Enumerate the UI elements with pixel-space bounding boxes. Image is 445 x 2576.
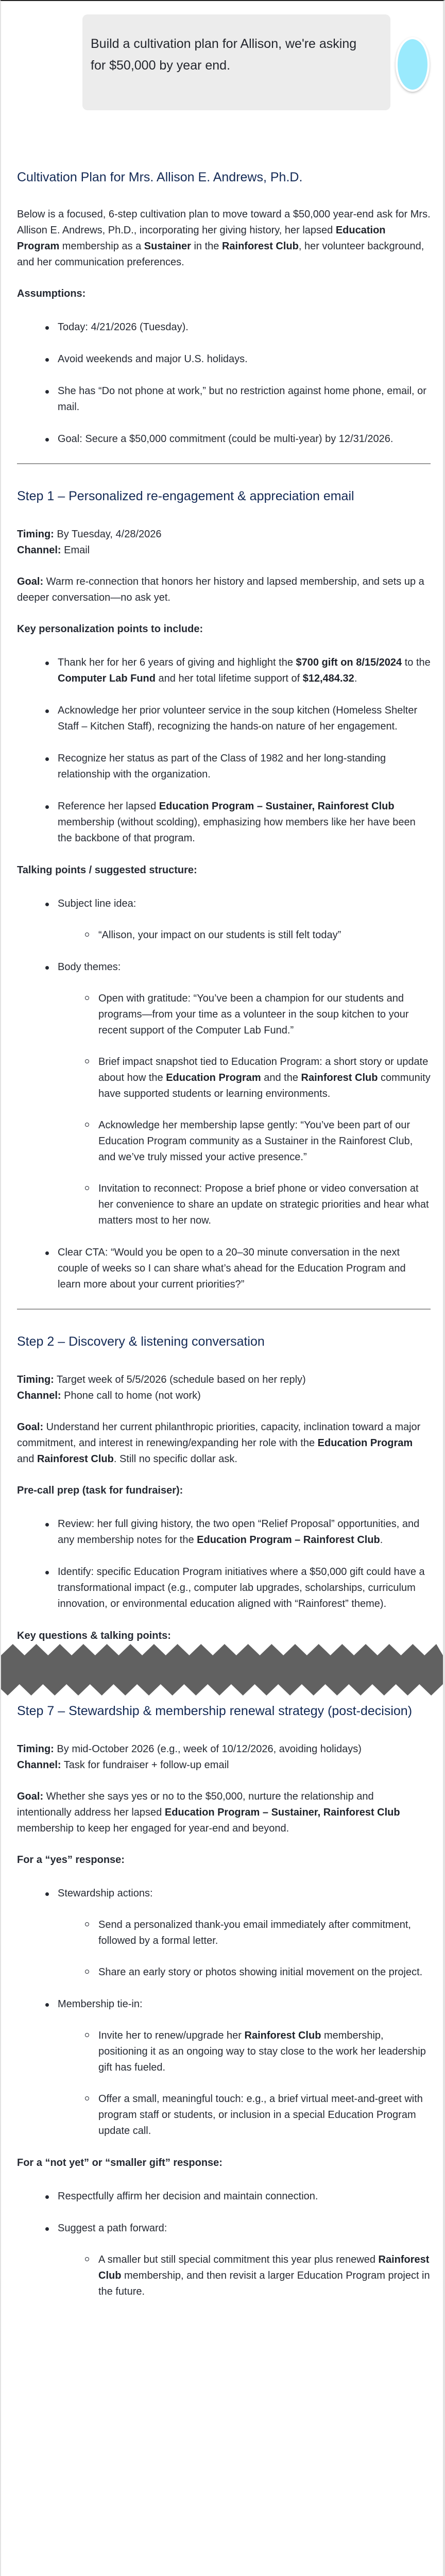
step-7-meta	[17, 1741, 431, 1773]
goal-line	[17, 1789, 431, 1837]
text: Review: her full giving history, the two open “Relief Proposal” opportunities, and any membership notes for the	[58, 1518, 420, 1546]
path-forward-sublist	[58, 2252, 431, 2300]
precall-heading: Pre-call prep (task for fundraiser):	[17, 1485, 183, 1496]
talking-points-heading: Talking points / suggested structure:	[17, 865, 197, 876]
plan-title: Cultivation Plan for Mrs. Allison E. Andrews, Ph.D.	[17, 170, 303, 184]
text: and the	[261, 1072, 301, 1083]
list-item: She has “Do not phone at work,” but no restriction against home phone, email, or mail.	[58, 383, 431, 415]
stewardship-label: Stewardship actions:	[58, 1888, 153, 1899]
user-message-text: Build a cultivation plan for Allison, we're asking for $50,000 by year end.	[91, 37, 357, 73]
list-item	[98, 1054, 431, 1102]
not-yet-response-list	[17, 2189, 431, 2300]
assumptions-list	[17, 319, 431, 447]
timing-label: Timing:	[17, 1374, 54, 1385]
channel-line	[17, 1388, 431, 1404]
list-item: Goal: Secure a $50,000 commitment (could be multi-year) by 12/31/2026.	[58, 431, 431, 447]
list-item	[98, 2252, 431, 2300]
list-item	[98, 2028, 431, 2076]
bold-text: Education Program	[17, 225, 386, 252]
text: Whether she says yes or no to the $50,000, nurture the relationship and intentionally address her lapsed	[17, 1791, 374, 1818]
body-themes-sublist	[58, 991, 431, 1229]
text: membership as a	[59, 241, 144, 252]
list-item: Share an early story or photos showing initial movement on the project.	[98, 1964, 431, 1980]
list-item: Avoid weekends and major U.S. holidays.	[58, 351, 431, 367]
key-points-heading: Key personalization points to include:	[17, 623, 203, 635]
list-item: Send a personalized thank-you email immediately after commitment, followed by a formal letter.	[98, 1917, 431, 1949]
channel-value: Email	[61, 545, 90, 556]
text: Invite her to renew/upgrade her	[98, 2030, 245, 2041]
list-item: Clear CTA: “Would you be open to a 20–30 minute conversation in the next couple of weeks so I can share what’s ahead for the Education Program and learn more about your current priorities?”	[58, 1245, 431, 1293]
section-divider	[17, 463, 431, 464]
text: membership, positioning it as an ongoing way to stay close to the work her leadership gift has fueled.	[98, 2030, 426, 2073]
assumptions-heading: Assumptions:	[17, 288, 86, 299]
text: . Still no specific dollar ask.	[113, 1453, 237, 1465]
subject-sublist	[58, 927, 431, 943]
channel-label: Channel:	[17, 1759, 61, 1771]
channel-value: Phone call to home (not work)	[61, 1390, 201, 1401]
text: Brief impact snapshot tied to Education Program: a short story or update about how the	[98, 1056, 429, 1083]
section-divider	[17, 1309, 431, 1310]
list-item: Recognize her status as part of the Class of 1982 and her long-standing relationship with the organization.	[58, 751, 431, 783]
list-item	[58, 2221, 431, 2300]
text: membership (without scolding), emphasizing how members like her have been the backbone of that program.	[58, 817, 416, 844]
text: , her volunteer background, and her communication preferences.	[17, 241, 424, 268]
list-item	[58, 896, 431, 943]
timing-line	[17, 1372, 431, 1388]
bold-text: $12,484.32	[302, 673, 354, 684]
channel-label: Channel:	[17, 1390, 61, 1401]
bold-text: Rainforest Club	[244, 2030, 321, 2041]
key-questions-heading: Key questions & talking points:	[17, 1630, 171, 1641]
bold-text: Education Program	[166, 1072, 261, 1083]
text: Thank her for her 6 years of giving and highlight the	[58, 657, 296, 668]
user-message-row	[1, 1, 443, 120]
list-item: Offer a small, meaningful touch: e.g., a brief virtual meet-and-greet with program staff or students, or inclusion in a special Education Program update call.	[98, 2091, 431, 2139]
text: in the	[191, 241, 222, 252]
list-item	[58, 1516, 431, 1548]
text: Understand her current philanthropic priorities, capacity, inclination toward a major commitment, and interest in renewing/expanding her role with the	[17, 1421, 421, 1449]
path-forward-label: Suggest a path forward:	[58, 2223, 167, 2234]
goal-label: Goal:	[17, 1791, 44, 1802]
goal-line	[17, 574, 431, 606]
text: and	[17, 1453, 37, 1465]
list-item: Open with gratitude: “You’ve been a champion for our students and programs—from your time as a volunteer in the soup kitchen to your recent support of the Computer Lab Fund.”	[98, 991, 431, 1039]
list-item: Identify: specific Education Program initiatives where a $50,000 gift could have a transformational impact (e.g., computer lab upgrades, scholarships, curriculum innovation, or environmental education aligned with “Rainforest” theme).	[58, 1564, 431, 1612]
channel-line	[17, 543, 431, 558]
bold-text: Rainforest Club	[37, 1453, 114, 1465]
goal-label: Goal:	[17, 576, 44, 587]
timing-label: Timing:	[17, 1743, 54, 1755]
stewardship-sublist	[58, 1917, 431, 1980]
text: Below is a focused, 6-step cultivation plan to move toward a $50,000 year-end ask for Mrs. Allison E. Andrews, Ph.D., incorporating her giving history, her lapsed	[17, 209, 431, 236]
list-item	[58, 655, 431, 687]
not-yet-response-heading: For a “not yet” or “smaller gift” response:	[17, 2157, 222, 2168]
step-1-meta	[17, 527, 431, 558]
text: Reference her lapsed	[58, 801, 159, 812]
list-item: Respectfully affirm her decision and maintain connection.	[58, 2189, 431, 2205]
talking-points-list	[17, 896, 431, 1293]
user-message-bubble	[82, 14, 390, 110]
text: A smaller but still special commitment this year plus renewed	[98, 2254, 379, 2265]
bold-text: Sustainer	[144, 241, 191, 252]
key-points-list	[17, 655, 431, 846]
timing-line	[17, 527, 431, 543]
user-avatar	[396, 37, 430, 92]
text: community have supported students or learning environments.	[98, 1072, 431, 1099]
timing-value: Target week of 5/5/2026 (schedule based on her reply)	[54, 1374, 306, 1385]
intro-paragraph	[17, 207, 431, 270]
list-item	[58, 1996, 431, 2139]
step-2-title: Step 2 – Discovery & listening conversation	[17, 1334, 265, 1349]
content-truncation-band	[1, 1644, 443, 1696]
bold-text: Education Program – Sustainer, Rainforest Club	[164, 1807, 400, 1818]
list-item: “Allison, your impact on our students is still felt today”	[98, 927, 431, 943]
bold-text: Education Program – Rainforest Club	[197, 1534, 380, 1546]
list-item: Acknowledge her membership lapse gently: “You’ve been part of our Education Program community as a Sustainer in the Rainforest Club, and we’ve truly missed your active presence.”	[98, 1117, 431, 1165]
text: and her total lifetime support of	[155, 673, 303, 684]
body-themes-label: Body themes:	[58, 961, 121, 973]
channel-value: Task for fundraiser + follow-up email	[61, 1759, 229, 1771]
goal-line	[17, 1419, 431, 1467]
text: to the	[402, 657, 431, 668]
bold-text: Rainforest Club	[301, 1072, 378, 1083]
membership-sublist	[58, 2028, 431, 2139]
timing-line	[17, 1741, 431, 1757]
assistant-response	[1, 120, 443, 2300]
yes-response-list	[17, 1886, 431, 2139]
list-item	[58, 799, 431, 846]
step-2-meta	[17, 1372, 431, 1404]
timing-value: By Tuesday, 4/28/2026	[54, 529, 162, 540]
text: membership, and then revisit a larger Education Program project in the future.	[98, 2270, 430, 2297]
bold-text: Education Program	[317, 1437, 413, 1449]
bold-text: Rainforest Club	[98, 2254, 430, 2281]
list-item: Invitation to reconnect: Propose a brief phone or video conversation at her convenience to share an update on strategic priorities and hear what matters most to her now.	[98, 1181, 431, 1229]
list-item	[58, 1886, 431, 1980]
channel-label: Channel:	[17, 545, 61, 556]
bold-text: Computer Lab Fund	[58, 673, 156, 684]
list-item: Today: 4/21/2026 (Tuesday).	[58, 319, 431, 335]
goal-label: Goal:	[17, 1421, 44, 1433]
bold-text: Education Program – Sustainer, Rainforest Club	[159, 801, 395, 812]
precall-list	[17, 1516, 431, 1612]
bold-text: $700 gift on 8/15/2024	[296, 657, 402, 668]
text: .	[354, 673, 357, 684]
step-7-title: Step 7 – Stewardship & membership renewal strategy (post-decision)	[17, 1704, 413, 1718]
step-1-title: Step 1 – Personalized re-engagement & appreciation email	[17, 489, 354, 503]
channel-line	[17, 1757, 431, 1773]
text: membership to keep her engaged for year-end and beyond.	[17, 1823, 289, 1834]
subject-label: Subject line idea:	[58, 898, 136, 909]
goal-value: Warm re-connection that honors her history and lapsed membership, and sets up a deeper conversation—no ask yet.	[17, 576, 424, 603]
text: .	[380, 1534, 383, 1546]
timing-label: Timing:	[17, 529, 54, 540]
bold-text: Rainforest Club	[221, 241, 299, 252]
zigzag-cut-icon	[1, 1644, 443, 1696]
timing-value: By mid-October 2026 (e.g., week of 10/12/2026, avoiding holidays)	[54, 1743, 362, 1755]
list-item: Acknowledge her prior volunteer service in the soup kitchen (Homeless Shelter Staff – Kitchen Staff), recognizing the hands-on nature of her engagement.	[58, 703, 431, 735]
yes-response-heading: For a “yes” response:	[17, 1854, 125, 1866]
list-item	[58, 959, 431, 1229]
membership-label: Membership tie-in:	[58, 1998, 143, 2010]
